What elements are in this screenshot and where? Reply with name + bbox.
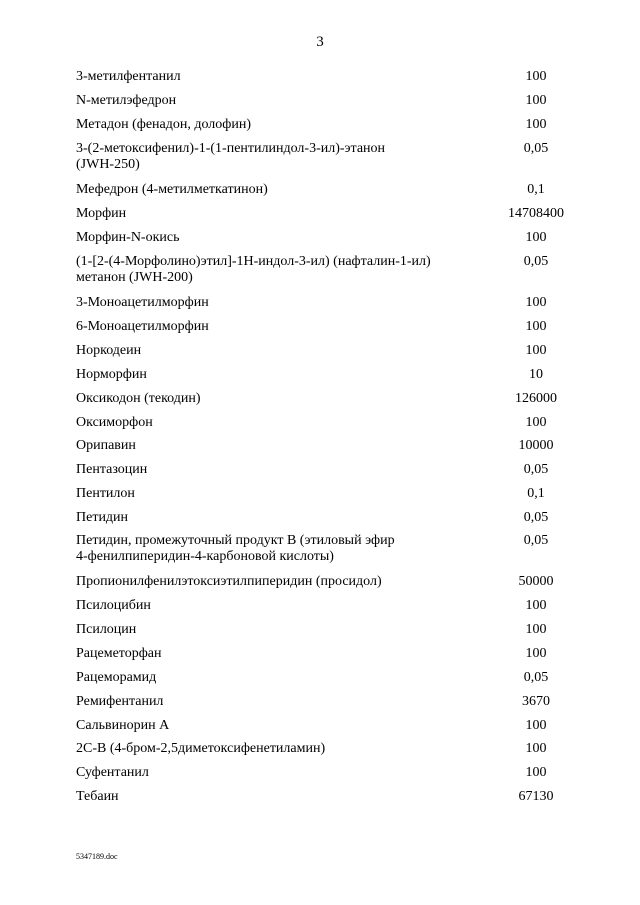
substance-value: 10000 bbox=[518, 438, 554, 453]
table-row bbox=[76, 295, 596, 311]
substance-value: 14708400 bbox=[508, 206, 564, 221]
substance-name: (1-[2-(4-Морфолино)этил]-1Н-индол-3-ил) (нафталин-1-ил) метанон (JWH-200) bbox=[76, 254, 431, 285]
substance-name: Метадон (фенадон, долофин) bbox=[76, 117, 252, 132]
substance-value: 100 bbox=[525, 718, 547, 733]
substance-value: 100 bbox=[525, 598, 547, 613]
substance-value: 3670 bbox=[522, 694, 550, 709]
substance-value: 100 bbox=[525, 117, 547, 132]
table-row bbox=[76, 533, 596, 565]
substance-value: 100 bbox=[525, 230, 547, 245]
substance-name: Суфентанил bbox=[76, 765, 149, 780]
substance-value: 100 bbox=[525, 741, 547, 756]
table-row bbox=[76, 438, 596, 454]
table-row bbox=[76, 670, 596, 686]
substance-name: N-метилэфедрон bbox=[76, 93, 177, 108]
table-row bbox=[76, 93, 596, 109]
substance-name: Оксиморфон bbox=[76, 415, 153, 430]
table-row bbox=[76, 367, 596, 383]
substance-name: 3-Моноацетилморфин bbox=[76, 295, 209, 310]
table-row bbox=[76, 718, 596, 734]
table-row bbox=[76, 254, 596, 286]
substance-value: 100 bbox=[525, 646, 547, 661]
substance-name: 6-Моноацетилморфин bbox=[76, 319, 209, 334]
substance-value: 0,05 bbox=[523, 462, 549, 477]
table-row bbox=[76, 69, 596, 85]
table-row bbox=[76, 510, 596, 526]
substance-value: 126000 bbox=[515, 391, 557, 406]
substance-name: Рацеметорфан bbox=[76, 646, 162, 661]
table-row bbox=[76, 141, 596, 173]
substance-value: 67130 bbox=[518, 789, 554, 804]
substance-name: Петидин, промежуточный продукт В (этиловый эфир 4-фенилпиперидин-4-карбоновой кислоты) bbox=[76, 533, 395, 564]
table-row bbox=[76, 415, 596, 431]
table-row bbox=[76, 343, 596, 359]
table-row bbox=[76, 230, 596, 246]
table-row bbox=[76, 117, 596, 133]
substance-name: Пентазоцин bbox=[76, 462, 148, 477]
table-row bbox=[76, 319, 596, 335]
substance-name: Петидин bbox=[76, 510, 129, 525]
substance-value: 0,05 bbox=[523, 533, 549, 548]
substance-name: Пропионилфенилэтоксиэтилпиперидин (просидол) bbox=[76, 574, 382, 589]
substance-name: 2С-В (4-бром-2,5диметоксифенетиламин) bbox=[76, 741, 326, 756]
table-row bbox=[76, 486, 596, 502]
table-row bbox=[76, 741, 596, 757]
table-row bbox=[76, 765, 596, 781]
substance-value: 0,05 bbox=[523, 141, 549, 156]
substance-value: 100 bbox=[525, 765, 547, 780]
table-row bbox=[76, 646, 596, 662]
page-number: 3 bbox=[316, 34, 324, 50]
substance-name: Оксикодон (текодин) bbox=[76, 391, 201, 406]
substance-name: Мефедрон (4-метилметкатинон) bbox=[76, 182, 268, 197]
table-row bbox=[76, 574, 596, 590]
substance-value: 10 bbox=[529, 367, 543, 382]
table-row bbox=[76, 789, 596, 805]
substance-name: Псилоцин bbox=[76, 622, 137, 637]
substance-value: 100 bbox=[525, 622, 547, 637]
substance-name: Морфин bbox=[76, 206, 127, 221]
substance-name: Ремифентанил bbox=[76, 694, 164, 709]
substance-value: 100 bbox=[525, 295, 547, 310]
substance-value: 0,05 bbox=[523, 670, 549, 685]
substance-value: 100 bbox=[525, 343, 547, 358]
substance-name: 3-(2-метоксифенил)-1-(1-пентилиндол-3-ил)-этанон (JWH-250) bbox=[76, 141, 386, 172]
table-row bbox=[76, 598, 596, 614]
substance-value: 100 bbox=[525, 415, 547, 430]
substance-name: Сальвинорин А bbox=[76, 718, 170, 733]
substance-name: Норморфин bbox=[76, 367, 147, 382]
substance-value: 50000 bbox=[518, 574, 554, 589]
table-row bbox=[76, 462, 596, 478]
substance-name: Тебаин bbox=[76, 789, 119, 804]
table-row bbox=[76, 206, 596, 222]
substance-value: 100 bbox=[525, 319, 547, 334]
substance-value: 0,1 bbox=[527, 486, 545, 501]
table-row bbox=[76, 694, 596, 710]
substance-value: 100 bbox=[525, 69, 547, 84]
substance-name: Рацеморамид bbox=[76, 670, 157, 685]
substance-name: Норкодеин bbox=[76, 343, 142, 358]
substance-value: 0,1 bbox=[527, 182, 545, 197]
substance-name: Морфин-N-окись bbox=[76, 230, 180, 245]
table-row bbox=[76, 391, 596, 407]
footer-filename: 5347189.doc bbox=[76, 852, 118, 861]
substance-value: 100 bbox=[525, 93, 547, 108]
substance-name: Пентилон bbox=[76, 486, 135, 501]
substance-name: Орипавин bbox=[76, 438, 136, 453]
substance-name: 3-метилфентанил bbox=[76, 69, 181, 84]
substance-value: 0,05 bbox=[523, 254, 549, 269]
substance-name: Псилоцибин bbox=[76, 598, 151, 613]
substance-value: 0,05 bbox=[523, 510, 549, 525]
table-row bbox=[76, 622, 596, 638]
table-row bbox=[76, 182, 596, 198]
